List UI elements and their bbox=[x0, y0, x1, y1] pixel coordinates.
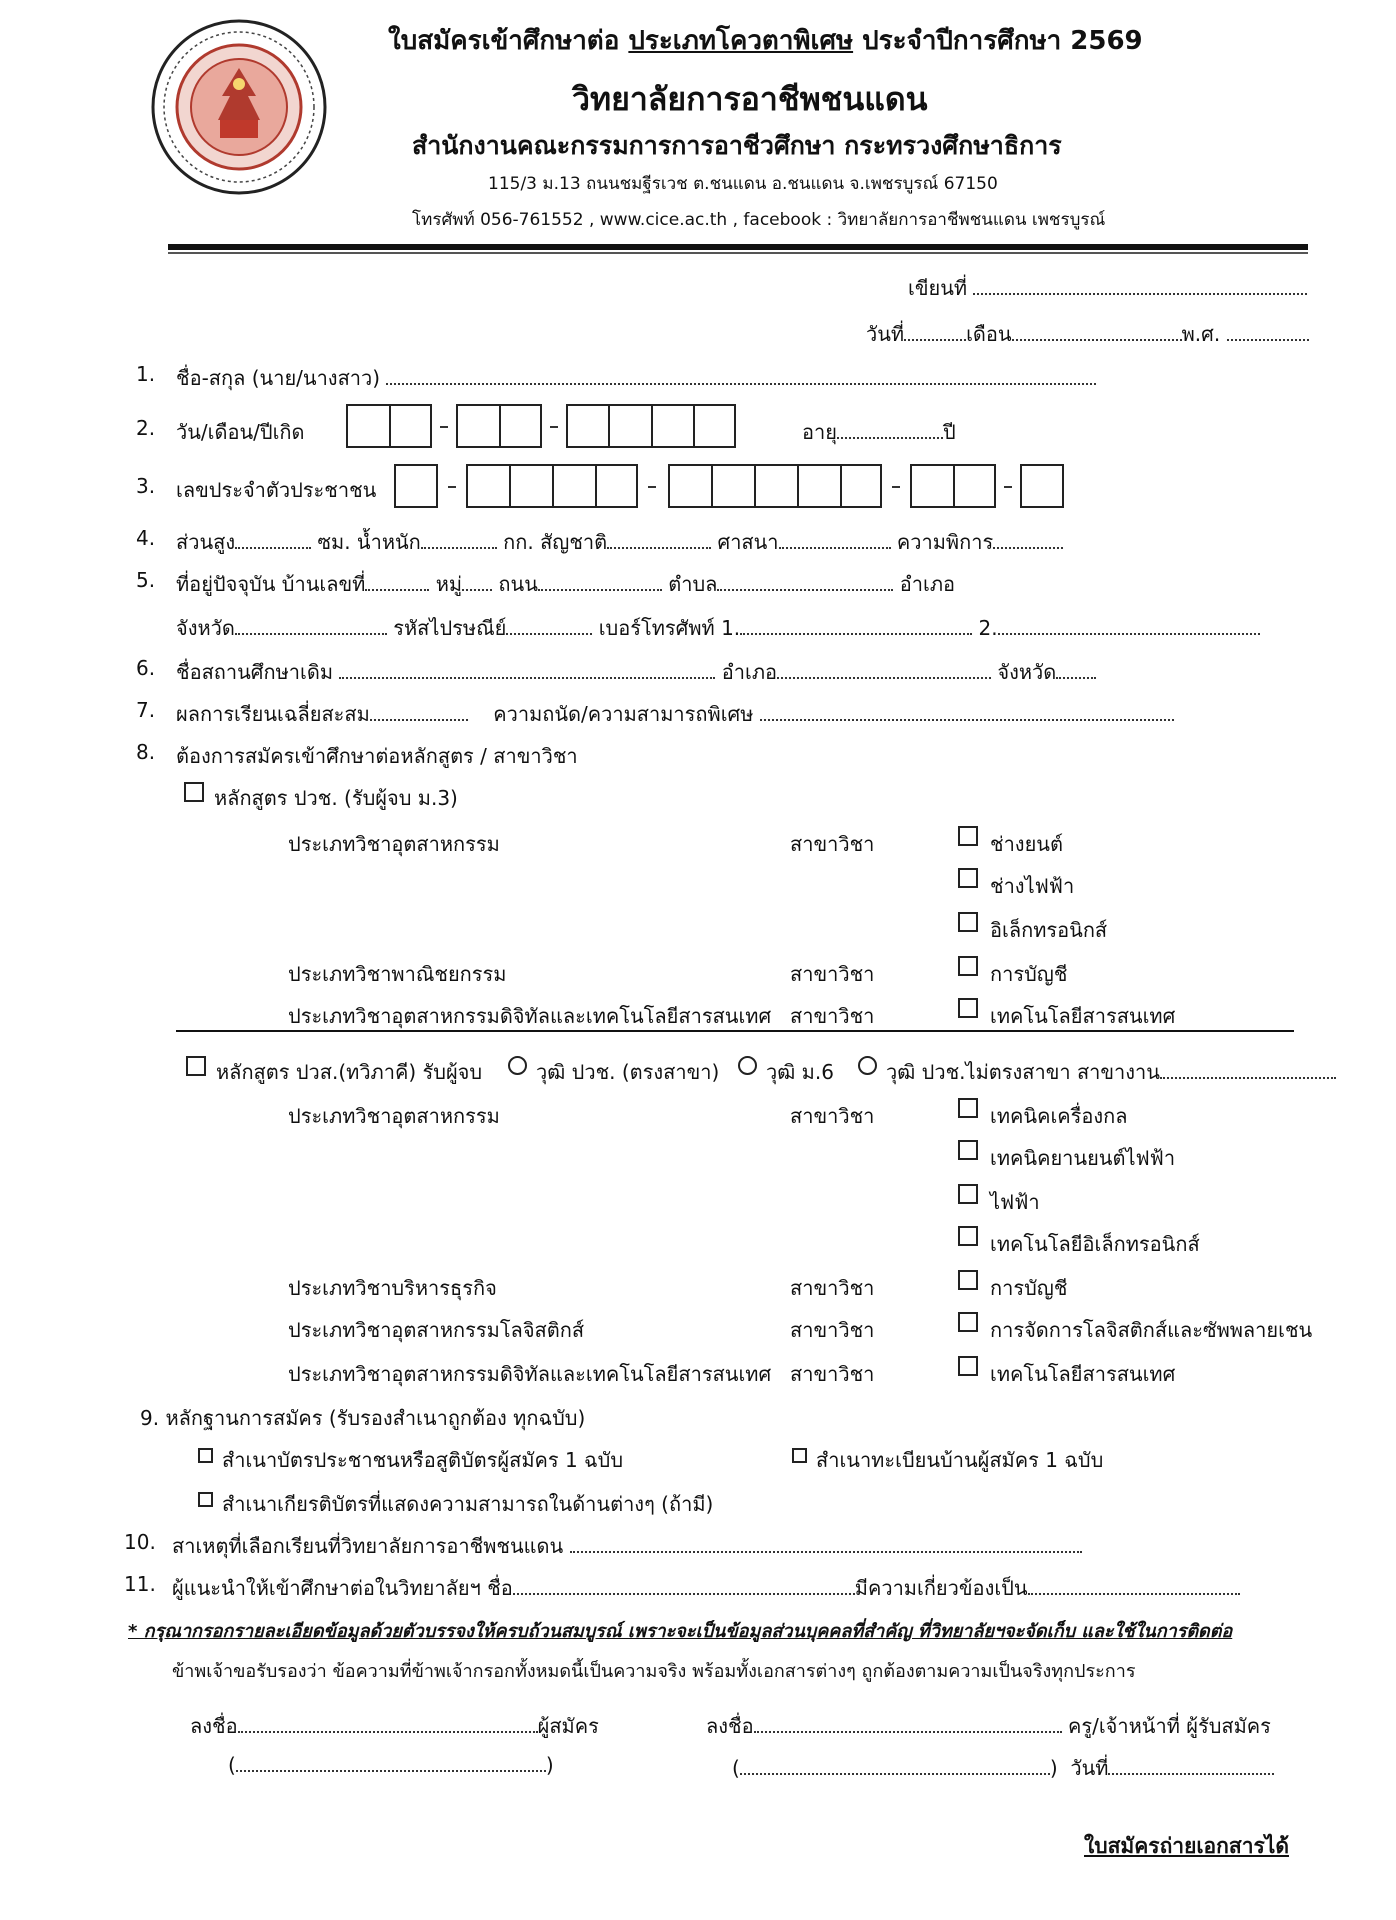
age-label: อายุ bbox=[802, 420, 837, 444]
citizen-id-label: เลขประจำตัวประชาชน bbox=[176, 478, 377, 502]
date-row bbox=[866, 318, 1309, 350]
evidence-cert-checkbox[interactable] bbox=[198, 1492, 213, 1507]
pvs-option-indirect-label: วุฒิ ปวช.ไม่ตรงสาขา สาขางาน bbox=[886, 1060, 1160, 1084]
notice-text: * กรุณากรอกรายละเอียดข้อมูลด้วยตัวบรรจงให้ครบถ้วนสมบูรณ์ เพราะจะเป็นข้อมูลส่วนบุคคลที่สำคัญ ที่วิทยาลัยฯจะจัดเก็บ และใช้ในการติดต่อ bbox=[128, 1621, 1233, 1642]
gpa-row bbox=[176, 698, 1174, 730]
month-field[interactable] bbox=[1012, 321, 1182, 341]
box-divider bbox=[754, 464, 756, 508]
item-number-8: 8. bbox=[136, 740, 156, 764]
date-field[interactable] bbox=[904, 321, 966, 341]
year-label: พ.ศ. bbox=[1181, 322, 1221, 346]
pvs-option-indirect-radio[interactable] bbox=[858, 1056, 877, 1075]
pvc-major-checkbox[interactable] bbox=[958, 868, 978, 888]
officer-date-field[interactable] bbox=[1108, 1755, 1274, 1775]
pvc-program-label: หลักสูตร ปวช. (รับผู้จบ ม.3) bbox=[214, 786, 458, 810]
age-field[interactable] bbox=[837, 419, 943, 439]
citizen-id-box-1[interactable] bbox=[394, 464, 438, 508]
pvs-major-ev: เทคนิคยานยนต์ไฟฟ้า bbox=[990, 1146, 1176, 1170]
open-paren: ( bbox=[228, 1753, 236, 1777]
pvs-option-m6-label: วุฒิ ม.6 bbox=[766, 1060, 834, 1084]
pvc-major-it: เทคโนโลยีสารสนเทศ bbox=[990, 1004, 1176, 1028]
evidence-house-label: สำเนาทะเบียนบ้านผู้สมัคร 1 ฉบับ bbox=[816, 1448, 1104, 1472]
prev-school-amphoe-field[interactable] bbox=[777, 659, 991, 679]
separator-dash bbox=[648, 486, 656, 488]
phone1-label: เบอร์โทรศัพท์ 1. bbox=[598, 616, 741, 640]
officer-label: ครู/เจ้าหน้าที่ ผู้รับสมัคร bbox=[1067, 1714, 1271, 1738]
box-divider bbox=[693, 404, 695, 448]
office-name: สำนักงานคณะกรรมการการอาชีวศึกษา กระทรวงศึกษาธิการ bbox=[412, 131, 1062, 160]
sign-label: ลงชื่อ bbox=[190, 1714, 238, 1738]
pvs-option-direct-label: วุฒิ ปวช. (ตรงสาขา) bbox=[536, 1060, 720, 1084]
officer-signature-field[interactable] bbox=[754, 1713, 1062, 1733]
height-label: ส่วนสูง bbox=[176, 530, 236, 554]
officer-signature-row bbox=[706, 1710, 1271, 1742]
pvc-major-checkbox[interactable] bbox=[958, 998, 978, 1018]
height-field[interactable] bbox=[235, 529, 311, 549]
pvs-major-it: เทคโนโลยีสารสนเทศ bbox=[990, 1362, 1176, 1386]
gpa-field[interactable] bbox=[370, 701, 468, 721]
evidence-cert-label: สำเนาเกียรติบัตรที่แสดงความสามารถในด้านต่างๆ (ถ้ามี) bbox=[222, 1492, 714, 1516]
applicant-name-row bbox=[228, 1752, 554, 1777]
nationality-label: กก. สัญชาติ bbox=[503, 530, 608, 554]
road-label: ถนน bbox=[498, 572, 538, 596]
officer-name-row bbox=[732, 1752, 1274, 1784]
relation-field[interactable] bbox=[1028, 1575, 1240, 1595]
province-field[interactable] bbox=[235, 615, 387, 635]
province-label: จังหวัด bbox=[176, 616, 235, 640]
form-title-prefix: ใบสมัครเข้าศึกษาต่อ bbox=[388, 26, 620, 56]
written-at-label: เขียนที่ bbox=[908, 276, 968, 300]
header-divider bbox=[168, 244, 1308, 250]
form-title-year: ประจำปีการศึกษา 2569 bbox=[862, 26, 1143, 56]
talent-field[interactable] bbox=[760, 701, 1174, 721]
pvs-major-checkbox[interactable] bbox=[958, 1312, 978, 1332]
separator-dash bbox=[448, 486, 456, 488]
pvc-type-commerce: ประเภทวิชาพาณิชยกรรม bbox=[288, 962, 507, 986]
pvs-major-mechanical: เทคนิคเครื่องกล bbox=[990, 1104, 1128, 1128]
pvc-major-electrical: ช่างไฟฟ้า bbox=[990, 874, 1075, 898]
pvs-major-electrical: ไฟฟ้า bbox=[990, 1190, 1040, 1214]
year-field[interactable] bbox=[1227, 321, 1309, 341]
header-divider-thin bbox=[168, 252, 1308, 254]
item-number-2: 2. bbox=[136, 416, 156, 440]
prev-school-field[interactable] bbox=[339, 659, 715, 679]
applicant-signature-field[interactable] bbox=[238, 1713, 538, 1733]
pvc-major-checkbox[interactable] bbox=[958, 826, 978, 846]
college-contact: โทรศัพท์ 056-761552 , www.cice.ac.th , facebook : วิทยาลัยการอาชีพชนแดน เพชรบูรณ์ bbox=[412, 210, 1106, 230]
item-number-11: 11. bbox=[124, 1572, 156, 1596]
form-title-quota: ประเภทโควตาพิเศษ bbox=[628, 26, 854, 56]
fullname-label: ชื่อ-สกุล (นาย/นางสาว) bbox=[176, 366, 381, 390]
month-label: เดือน bbox=[966, 322, 1012, 346]
pvs-program-row bbox=[216, 1056, 482, 1088]
close-paren: ) bbox=[545, 1753, 554, 1777]
referrer-row bbox=[172, 1572, 1240, 1604]
pvs-option-m6-radio[interactable] bbox=[738, 1056, 757, 1075]
pvc-type-digital-it: ประเภทวิชาอุตสาหกรรมดิจิทัลและเทคโนโลยีสารสนเทศ bbox=[288, 1004, 772, 1028]
separator-dash bbox=[892, 486, 900, 488]
pvs-program-label: หลักสูตร ปวส.(ทวิภาคี) รับผู้จบ bbox=[216, 1060, 483, 1084]
age-row bbox=[802, 416, 956, 448]
pvs-type-digital-it: ประเภทวิชาอุตสาหกรรมดิจิทัลและเทคโนโลยีสารสนเทศ bbox=[288, 1362, 772, 1386]
item-number-10: 10. bbox=[124, 1530, 156, 1554]
moo-label: หมู่ bbox=[435, 572, 463, 596]
applicant-printed-name-field[interactable] bbox=[236, 1752, 546, 1772]
pvc-major-auto-mechanic: ช่างยนต์ bbox=[990, 832, 1063, 856]
officer-printed-name-field[interactable] bbox=[740, 1755, 1050, 1775]
item-number-4: 4. bbox=[136, 526, 156, 550]
pvc-major-checkbox[interactable] bbox=[958, 956, 978, 976]
close-paren: ) bbox=[1049, 1756, 1058, 1780]
pvs-option-direct-radio[interactable] bbox=[508, 1056, 527, 1075]
box-divider bbox=[499, 404, 501, 448]
religion-field[interactable] bbox=[779, 529, 891, 549]
reason-field[interactable] bbox=[570, 1533, 1082, 1553]
branch-label: สาขาวิชา bbox=[790, 832, 875, 856]
open-paren: ( bbox=[732, 1756, 740, 1780]
prev-school-amphoe-label: อำเภอ bbox=[721, 660, 778, 684]
physical-row bbox=[176, 526, 1063, 558]
photocopy-note: ใบสมัครถ่ายเอกสารได้ bbox=[1084, 1834, 1289, 1858]
branch-label: สาขาวิชา bbox=[790, 1276, 875, 1300]
religion-label: ศาสนา bbox=[717, 530, 779, 554]
box-divider bbox=[389, 404, 391, 448]
box-divider bbox=[711, 464, 713, 508]
postal-label: รหัสไปรษณีย์ bbox=[393, 616, 507, 640]
box-divider bbox=[651, 404, 653, 448]
item-number-5: 5. bbox=[136, 568, 156, 592]
address-row-2 bbox=[176, 612, 1260, 644]
item-number-6: 6. bbox=[136, 656, 156, 680]
branch-label: สาขาวิชา bbox=[790, 1104, 875, 1128]
evidence-id-checkbox[interactable] bbox=[198, 1448, 213, 1463]
pvs-program-checkbox[interactable] bbox=[186, 1056, 206, 1076]
pvs-option-indirect-row bbox=[886, 1056, 1336, 1088]
box-divider bbox=[608, 404, 610, 448]
pvc-major-electronics: อิเล็กทรอนิกส์ bbox=[990, 918, 1108, 942]
college-name: วิทยาลัยการอาชีพชนแดน bbox=[572, 80, 928, 118]
citizen-id-box-5[interactable] bbox=[1020, 464, 1064, 508]
branch-label: สาขาวิชา bbox=[790, 962, 875, 986]
pvs-type-business: ประเภทวิชาบริหารธุรกิจ bbox=[288, 1276, 497, 1300]
box-divider bbox=[552, 464, 554, 508]
branch-label: สาขาวิชา bbox=[790, 1362, 875, 1386]
applicant-signature-row bbox=[190, 1710, 599, 1742]
birthdate-label: วัน/เดือน/ปีเกิด bbox=[176, 420, 305, 444]
phone2-field[interactable] bbox=[998, 615, 1260, 635]
phone1-field[interactable] bbox=[740, 615, 972, 635]
prev-school-row bbox=[176, 656, 1096, 688]
pvs-major-electronics-tech: เทคโนโลยีอิเล็กทรอนิกส์ bbox=[990, 1232, 1200, 1256]
gpa-label: ผลการเรียนเฉลี่ยสะสม bbox=[176, 702, 370, 726]
prev-school-province-label: จังหวัด bbox=[997, 660, 1057, 684]
box-divider bbox=[509, 464, 511, 508]
pvs-major-checkbox[interactable] bbox=[958, 1098, 978, 1118]
pvc-major-accounting: การบัญชี bbox=[990, 962, 1068, 986]
disability-label: ความพิการ bbox=[896, 530, 994, 554]
nationality-field[interactable] bbox=[607, 529, 711, 549]
pvs-major-checkbox[interactable] bbox=[958, 1270, 978, 1290]
evidence-title: 9. หลักฐานการสมัคร (รับรองสำเนาถูกต้อง ทุกฉบับ) bbox=[140, 1406, 586, 1430]
program-label: ต้องการสมัครเข้าศึกษาต่อหลักสูตร / สาขาวิชา bbox=[176, 744, 578, 768]
officer-date-label: วันที่ bbox=[1070, 1756, 1109, 1780]
pvs-major-accounting: การบัญชี bbox=[990, 1276, 1068, 1300]
disability-field[interactable] bbox=[993, 529, 1063, 549]
pvs-major-checkbox[interactable] bbox=[958, 1184, 978, 1204]
house-no-field[interactable] bbox=[365, 571, 429, 591]
talent-label: ความถนัด/ความสามารถพิเศษ bbox=[493, 702, 754, 726]
relation-label: มีความเกี่ยวข้องเป็น bbox=[854, 1576, 1028, 1600]
college-address: 115/3 ม.13 ถนนชมฐีรเวช ต.ชนแดน อ.ชนแดน จ.เพชรบูรณ์ 67150 bbox=[488, 174, 998, 194]
road-field[interactable] bbox=[538, 571, 662, 591]
date-label: วันที่ bbox=[866, 322, 905, 346]
pvs-type-logistics: ประเภทวิชาอุตสาหกรรมโลจิสติกส์ bbox=[288, 1318, 585, 1342]
moo-field[interactable] bbox=[462, 571, 492, 591]
item-number-7: 7. bbox=[136, 698, 156, 722]
weight-label: ซม. น้ำหนัก bbox=[317, 530, 421, 554]
pvc-major-checkbox[interactable] bbox=[958, 912, 978, 932]
prev-school-label: ชื่อสถานศึกษาเดิม bbox=[176, 660, 334, 684]
fullname-field[interactable] bbox=[386, 365, 1096, 385]
certify-text: ข้าพเจ้าขอรับรองว่า ข้อความที่ข้าพเจ้ากรอกทั้งหมดนี้เป็นความจริง พร้อมทั้งเอกสารต่างๆ ถูกต้องตามความเป็นจริงทุกประการ bbox=[172, 1661, 1136, 1682]
item-number-1: 1. bbox=[136, 362, 156, 386]
item-number-3: 3. bbox=[136, 474, 156, 498]
sign-label: ลงชื่อ bbox=[706, 1714, 754, 1738]
phone2-label: 2. bbox=[978, 616, 998, 640]
prev-school-province-field[interactable] bbox=[1056, 659, 1096, 679]
reason-row bbox=[172, 1530, 1082, 1562]
branch-label: สาขาวิชา bbox=[790, 1318, 875, 1342]
pvs-major-checkbox[interactable] bbox=[958, 1226, 978, 1246]
address-row-1 bbox=[176, 568, 955, 600]
applicant-label: ผู้สมัคร bbox=[537, 1714, 599, 1738]
box-divider bbox=[797, 464, 799, 508]
house-no-label: ที่อยู่ปัจจุบัน บ้านเลขที่ bbox=[176, 572, 366, 596]
referrer-label: ผู้แนะนำให้เข้าศึกษาต่อในวิทยาลัยฯ ชื่อ bbox=[172, 1576, 513, 1600]
field-fullname-row bbox=[176, 362, 1096, 394]
pvs-indirect-field[interactable] bbox=[1160, 1059, 1336, 1079]
program-divider bbox=[176, 1030, 1294, 1032]
separator-dash bbox=[1004, 486, 1012, 488]
written-at-field[interactable] bbox=[973, 275, 1307, 295]
branch-label: สาขาวิชา bbox=[790, 1004, 875, 1028]
weight-field[interactable] bbox=[421, 529, 497, 549]
pvs-major-logistics: การจัดการโลจิสติกส์และซัพพลายเชน bbox=[990, 1318, 1313, 1342]
referrer-field[interactable] bbox=[513, 1575, 855, 1595]
college-emblem-logo bbox=[148, 16, 330, 198]
pvs-major-checkbox[interactable] bbox=[958, 1140, 978, 1160]
tambon-field[interactable] bbox=[717, 571, 893, 591]
separator-dash bbox=[550, 426, 558, 428]
age-unit: ปี bbox=[942, 420, 956, 444]
tambon-label: ตำบล bbox=[668, 572, 718, 596]
pvc-program-checkbox[interactable] bbox=[184, 782, 204, 802]
box-divider bbox=[840, 464, 842, 508]
written-at-row bbox=[908, 272, 1307, 304]
box-divider bbox=[953, 464, 955, 508]
evidence-id-label: สำเนาบัตรประชาชนหรือสูติบัตรผู้สมัคร 1 ฉบับ bbox=[222, 1448, 624, 1472]
reason-label: สาเหตุที่เลือกเรียนที่วิทยาลัยการอาชีพชนแดน bbox=[172, 1534, 564, 1558]
citizen-id-box-3[interactable] bbox=[668, 464, 882, 508]
box-divider bbox=[595, 464, 597, 508]
pvs-type-industry: ประเภทวิชาอุตสาหกรรม bbox=[288, 1104, 500, 1128]
postal-field[interactable] bbox=[506, 615, 592, 635]
pvs-major-checkbox[interactable] bbox=[958, 1356, 978, 1376]
amphoe-label: อำเภอ bbox=[899, 572, 956, 596]
pvc-type-industry: ประเภทวิชาอุตสาหกรรม bbox=[288, 832, 500, 856]
separator-dash bbox=[440, 426, 448, 428]
evidence-house-checkbox[interactable] bbox=[792, 1448, 807, 1463]
